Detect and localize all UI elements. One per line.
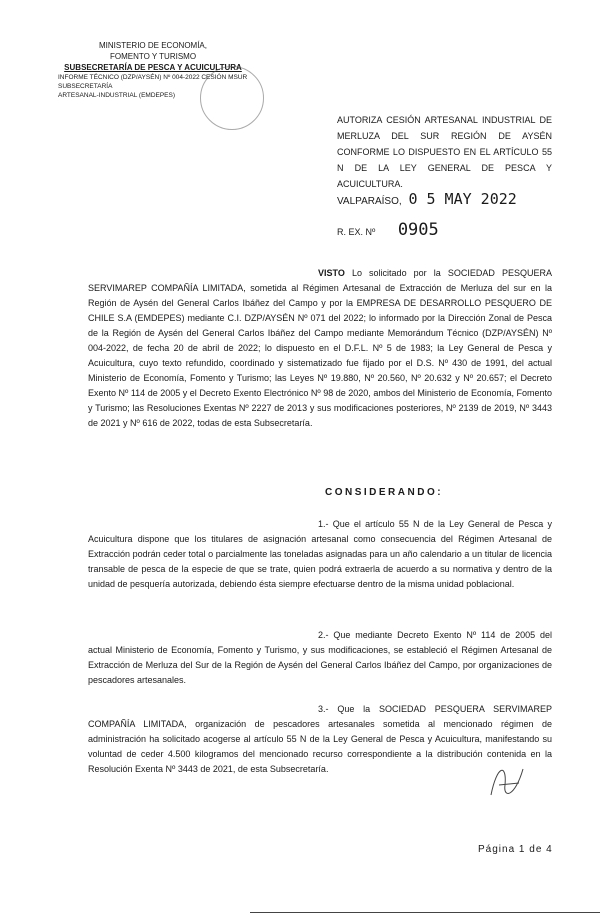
official-stamp xyxy=(200,66,264,130)
considerando-text-1: 1.- Que el artículo 55 N de la Ley General de Pesca y Acuicultura dispone que los titulares de asignación artesanal como consecuencia del Régimen Artesanal de Extracción podrán ceder total o parcialmente las toneladas asignadas para un año calendario a un titular de licencia transable de pesca de la especie de que se trate, quien podrá extraerla de acuerdo a su normativa y dentro de la unidad de pesquería autorizada, debiendo ésta siempre efectuarse dentro de la misma unidad poblacional. xyxy=(88,519,552,589)
date-value: 0 5 MAY 2022 xyxy=(408,190,517,208)
reference-line-3: ARTESANAL-INDUSTRIAL (EMDEPES) xyxy=(58,92,176,99)
initials-mark xyxy=(485,755,529,807)
resolution-subject: AUTORIZA CESIÓN ARTESANAL INDUSTRIAL DE MERLUZA DEL SUR REGIÓN DE AYSÉN CONFORME LO DISPUESTO EN EL ARTÍCULO 55 N DE LA LEY GENERAL DE PESCA Y ACUICULTURA. xyxy=(337,115,552,189)
reference-line-2: SUBSECRETARÍA xyxy=(58,83,113,90)
considerando-item-2 xyxy=(88,628,552,688)
considerando-text-2: 2.- Que mediante Decreto Exento Nº 114 de 2005 del actual Ministerio de Economía, Fomento y Turismo, y sus modificaciones, se estableció el Régimen Artesanal de Extracción de Merluza del Sur de la Región de Aysén del General Carlos Ibáñez del Campo, por organizaciones de pescadores artesanales. xyxy=(88,630,552,685)
date-line xyxy=(337,190,557,208)
visto-lead: VISTO xyxy=(318,268,345,278)
considerando-title: CONSIDERANDO: xyxy=(325,487,444,498)
resolution-number-line xyxy=(337,220,557,240)
rex-label: R. EX. Nº xyxy=(337,227,376,237)
rex-number: 0905 xyxy=(397,220,439,240)
visto-paragraph xyxy=(88,266,552,431)
visto-text: Lo solicitado por la SOCIEDAD PESQUERA SERVIMAREP COMPAÑÍA LIMITADA, sometida al Régimen Artesanal de Extracción de Merluza del sur en la Región de Aysén del General Carlos Ibáñez del Campo y por la EMPRESA DE DESARROLLO PESQUERO DE CHILE S.A (EMDEPES) mediante C.I. DZP/AYSÉN Nº 071 del 2022; lo informado por la Dirección Zonal de Pesca de la Región de Aysén del General Carlos Ibáñez del Campo mediante Memorándum Técnico (DZP/AYSÉN) Nº 004-2022, de fecha 20 de abril de 2022; lo dispuesto en el D.F.L. Nº 5 de 1983; la Ley General de Pesca y Acuicultura, cuyo texto refundido, coordinado y sistematizado fue fijado por el D.S. Nº 430 de 1991, del actual Ministerio de Economía, Fomento y Turismo; las Leyes Nº 19.880, Nº 20.560, Nº 20.632 y Nº 20.657; el Decreto Exento Nº 114 de 2005 y el Decreto Exento Electrónico Nº 98 de 2020, ambos del Ministerio de Economía, Fomento y Turismo; las Resoluciones Exentas Nº 2227 de 2013 y sus modificaciones posteriores, Nº 2139 de 2019, Nº 3443 de 2021 y Nº 616 de 2022, todas de esta Subsecretaría. xyxy=(88,268,552,428)
considerando-item-3 xyxy=(88,702,552,777)
date-place: VALPARAÍSO, xyxy=(337,196,402,207)
ministry-line-2: FOMENTO Y TURISMO xyxy=(109,52,197,61)
reference-line-1: INFORME TÉCNICO (DZP/AYSÉN) Nº 004-2022 CESIÓN MSUR xyxy=(58,74,248,81)
considerando-item-1 xyxy=(88,517,552,592)
considerando-text-3: 3.- Que la SOCIEDAD PESQUERA SERVIMAREP COMPAÑÍA LIMITADA, organización de pescadores artesanales sometida al mencionado régimen de administración ha solicitado acogerse al artículo 55 N de la Ley General de Pesca y Acuicultura, manifestando su voluntad de ceder 4.500 kilogramos del mencionado recurso correspondiente a la distribución contenida en la Resolución Exenta Nº 3443 de 2021, de esta Subsecretaría. xyxy=(88,704,552,774)
subsecretaria-line: SUBSECRETARÍA DE PESCA Y ACUICULTURA xyxy=(64,63,242,72)
page-number: Página 1 de 4 xyxy=(478,844,553,855)
ministry-line-1: MINISTERIO DE ECONOMÍA, xyxy=(98,41,207,50)
bottom-divider xyxy=(250,912,600,913)
